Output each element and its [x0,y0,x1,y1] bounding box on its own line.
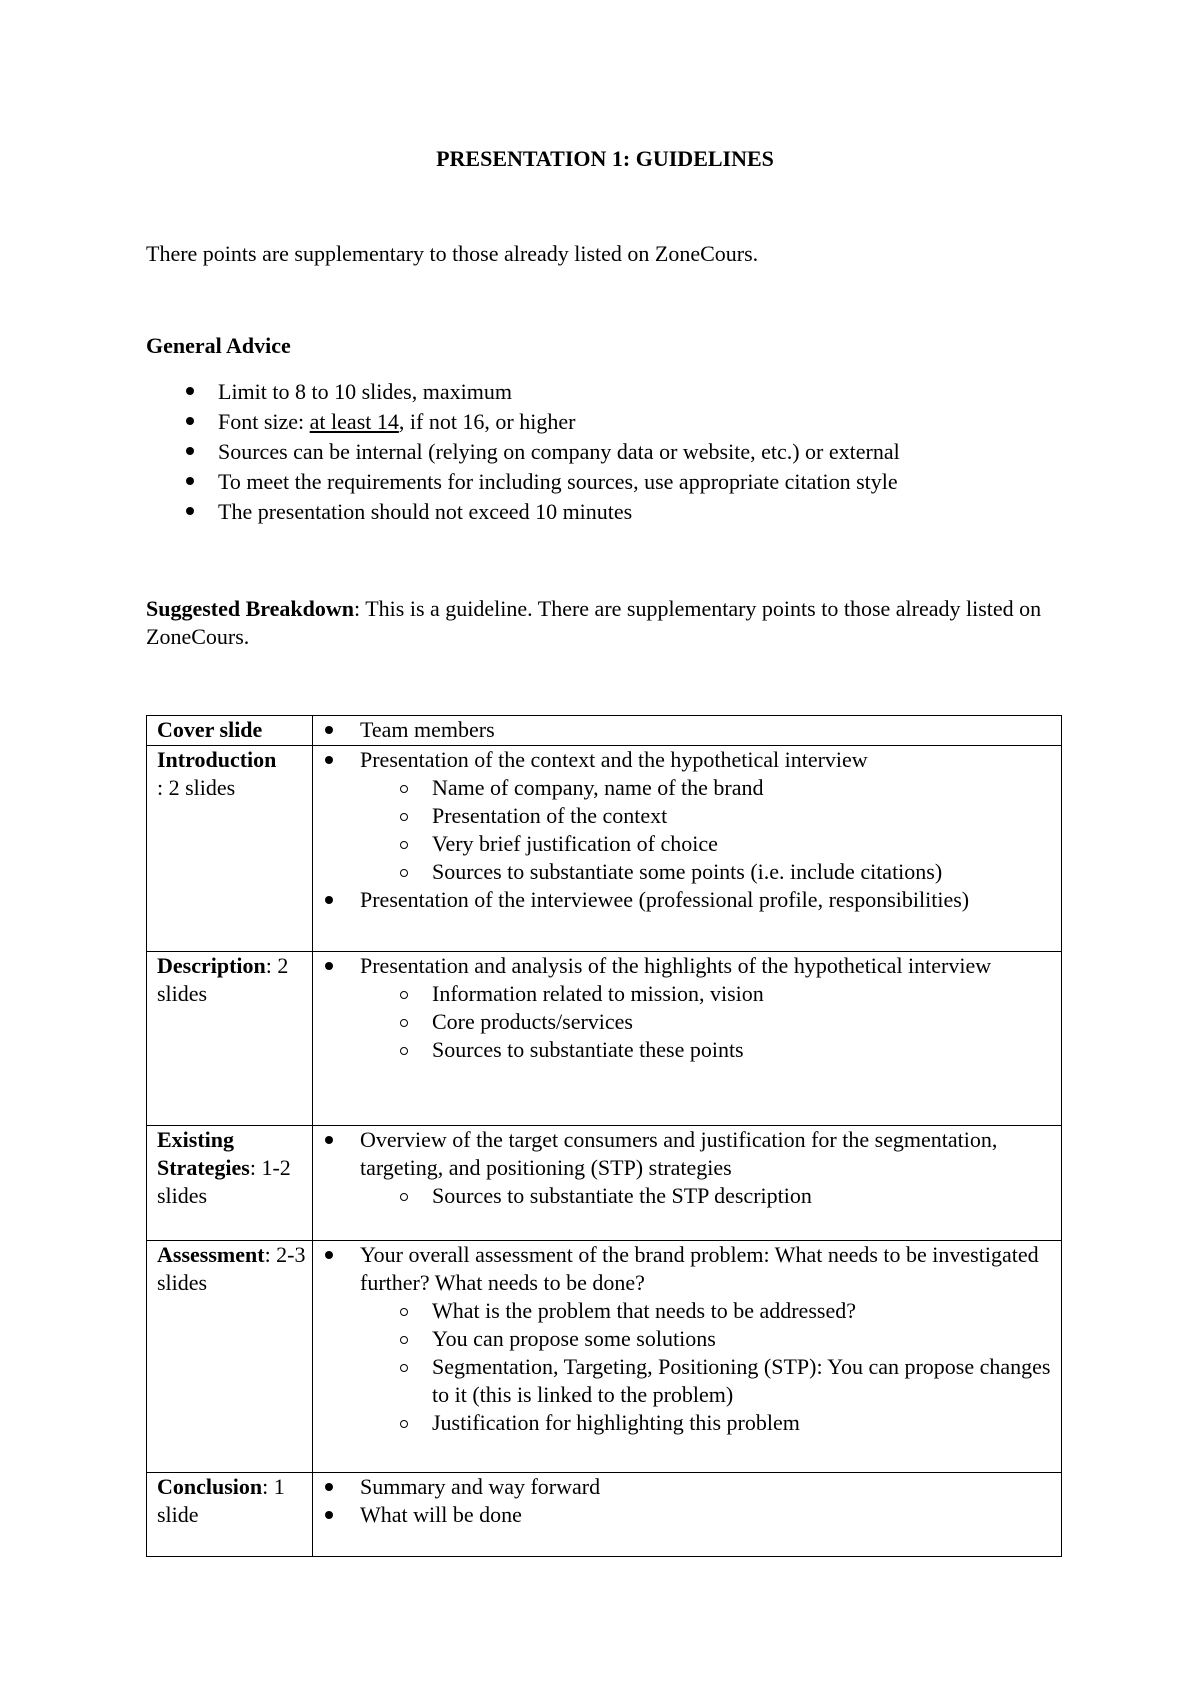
list-item: You can propose some solutions [313,1325,1061,1353]
circle-bullet-icon [400,813,408,821]
row-content [313,1241,1062,1473]
row-content [313,1473,1062,1557]
list-item: Summary and way forward [313,1473,1061,1501]
row-content [313,716,1062,746]
bullet-icon [186,447,194,455]
suggested-breakdown: Suggested Breakdown: This is a guideline. There are supplementary points to those already listed on ZoneCours. [146,596,1042,649]
bullet-icon [186,387,194,395]
bullet-icon [325,896,333,904]
bullet-icon [325,962,333,970]
page-title: PRESENTATION 1: GUIDELINES [436,146,774,171]
list-item: Justification for highlighting this problem [313,1409,1061,1437]
circle-bullet-icon [400,1420,408,1428]
list-item: Presentation of the context [313,802,1061,830]
bullet-icon [325,1136,333,1144]
row-content [313,1126,1062,1241]
bullet-icon [325,1251,333,1259]
list-item: Name of company, name of the brand [313,774,1061,802]
list-item: Team members [313,716,1061,744]
list-item: What will be done [313,1501,1061,1529]
table-row [147,716,1062,746]
list-item: The presentation should not exceed 10 minutes [146,497,900,527]
bullet-icon [186,477,194,485]
list-item: Presentation and analysis of the highlights of the hypothetical interview [313,952,1061,980]
list-item: Segmentation, Targeting, Positioning (STP): You can propose changes to it (this is linked to the problem) [313,1353,1061,1409]
circle-bullet-icon [400,1364,408,1372]
list-item: Sources to substantiate some points (i.e. include citations) [313,858,1061,886]
circle-bullet-icon [400,785,408,793]
list-item: Your overall assessment of the brand problem: What needs to be investigated further? What needs to be done? [313,1241,1061,1297]
list-item: Sources to substantiate the STP description [313,1182,1061,1210]
table-row [147,952,1062,1126]
table-row [147,746,1062,952]
bullet-icon [325,756,333,764]
circle-bullet-icon [400,841,408,849]
row-label: Assessment: 2-3 slides [147,1241,313,1473]
bullet-icon [186,507,194,515]
general-advice-list [146,377,900,527]
row-content [313,952,1062,1126]
table-row [147,1241,1062,1473]
circle-bullet-icon [400,991,408,999]
intro-text: There points are supplementary to those already listed on ZoneCours. [146,241,759,266]
circle-bullet-icon [400,1308,408,1316]
bullet-icon [325,726,333,734]
list-item: Information related to mission, vision [313,980,1061,1008]
bullet-icon [325,1511,333,1519]
general-advice-heading: General Advice [146,333,291,358]
row-label: Conclusion: 1 slide [147,1473,313,1557]
circle-bullet-icon [400,1047,408,1055]
bullet-icon [186,417,194,425]
table-row [147,1126,1062,1241]
list-item: Presentation of the context and the hypothetical interview [313,746,1061,774]
circle-bullet-icon [400,1019,408,1027]
list-item: Very brief justification of choice [313,830,1061,858]
list-item: Font size: at least 14, if not 16, or higher [146,407,900,437]
circle-bullet-icon [400,869,408,877]
circle-bullet-icon [400,1336,408,1344]
list-item: Overview of the target consumers and justification for the segmentation, targeting, and positioning (STP) strategies [313,1126,1061,1182]
breakdown-table [146,715,1062,1557]
list-item: Presentation of the interviewee (professional profile, responsibilities) [313,886,1061,914]
table-row [147,1473,1062,1557]
list-item: Core products/services [313,1008,1061,1036]
row-label: Description: 2 slides [147,952,313,1126]
row-label: Existing Strategies: 1-2 slides [147,1126,313,1241]
list-item: Sources can be internal (relying on company data or website, etc.) or external [146,437,900,467]
list-item: Sources to substantiate these points [313,1036,1061,1064]
list-item: Limit to 8 to 10 slides, maximum [146,377,900,407]
row-label: Introduction : 2 slides [147,746,313,952]
underlined-text: at least 14 [309,409,399,434]
row-label: Cover slide [147,716,313,746]
list-item: To meet the requirements for including sources, use appropriate citation style [146,467,900,497]
row-content [313,746,1062,952]
list-item: What is the problem that needs to be addressed? [313,1297,1061,1325]
circle-bullet-icon [400,1193,408,1201]
bullet-icon [325,1483,333,1491]
